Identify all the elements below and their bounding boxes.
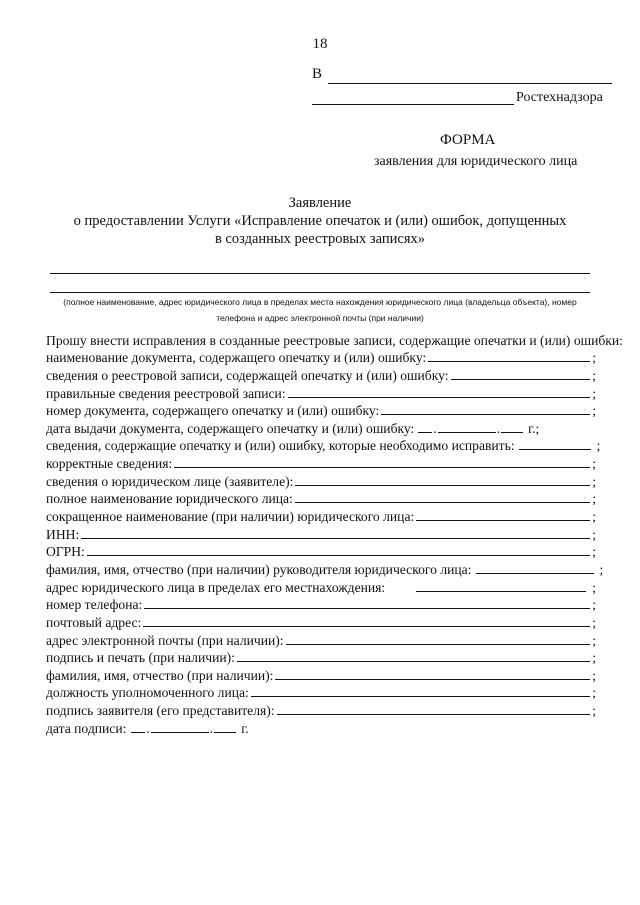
applicant-signature-row — [46, 701, 596, 719]
issue-year-field[interactable] — [501, 432, 523, 433]
applicant-signature-field[interactable] — [277, 714, 591, 715]
doc-name-field[interactable] — [428, 361, 590, 362]
head-name-label: фамилия, имя, отчество (при наличии) руководителя юридического лица: — [46, 561, 472, 577]
issue-date-label: дата выдачи документа, содержащего опечатку и (или) ошибку: — [46, 420, 415, 436]
doc-number-row — [46, 402, 596, 420]
correct-info-field[interactable] — [288, 397, 591, 398]
statement-heading — [0, 194, 640, 248]
error-info-label: сведения, содержащие опечатку и (или) ошибку, которые необходимо исправить: — [46, 438, 515, 454]
addressee-prefix: В — [312, 66, 323, 82]
registry-info-field[interactable] — [451, 379, 591, 380]
inn-field[interactable] — [81, 538, 590, 539]
ogrn-field[interactable] — [87, 555, 590, 556]
form-subtitle: заявления для юридического лица — [374, 154, 578, 169]
semicolon: ; — [592, 667, 596, 683]
signing-month-field[interactable] — [151, 732, 209, 733]
postal-address-label: почтовый адрес: — [46, 614, 142, 630]
short-name-label: сокращенное наименование (при наличии) юридического лица: — [46, 509, 415, 525]
addressee-organization: Ростехнадзора — [516, 90, 603, 105]
issue-date-row — [46, 419, 596, 437]
authorized-position-field[interactable] — [251, 696, 590, 697]
error-info-row — [46, 437, 601, 455]
semicolon: ; — [592, 385, 596, 401]
inn-label: ИНН: — [46, 526, 80, 542]
inn-row — [46, 525, 596, 543]
phone-label: номер телефона: — [46, 597, 143, 613]
authorized-position-label: должность уполномоченного лица: — [46, 685, 249, 701]
applicant-info-label: сведения о юридическом лице (заявителе): — [46, 473, 294, 489]
corrected-info-label: корректные сведения: — [46, 456, 173, 472]
correct-info-row — [46, 384, 596, 402]
semicolon: ; — [592, 650, 596, 666]
form-body — [46, 331, 623, 737]
postal-address-row — [46, 613, 596, 631]
signature-seal-row — [46, 649, 596, 667]
postal-address-field[interactable] — [143, 626, 590, 627]
addressee-org-line — [312, 88, 612, 108]
addressee-field[interactable] — [328, 83, 612, 84]
registry-info-row — [46, 366, 596, 384]
phone-row — [46, 596, 596, 614]
applicant-field-2[interactable] — [50, 292, 590, 293]
semicolon: ; — [592, 614, 596, 630]
semicolon: ; — [592, 367, 596, 383]
semicolon: ; — [592, 403, 596, 419]
semicolon: ; — [592, 473, 596, 489]
full-name-label: полное наименование юридического лица: — [46, 491, 293, 507]
request-text: Прошу внести исправления в созданные реестровые записи, содержащие опечатки и (или) ошибки: — [46, 332, 623, 348]
issue-year-suffix: г.; — [528, 420, 540, 436]
semicolon: ; — [592, 456, 596, 472]
dot: . — [209, 720, 214, 736]
applicant-field-1[interactable] — [50, 273, 590, 274]
short-name-row — [46, 507, 596, 525]
short-name-field[interactable] — [416, 520, 590, 521]
full-name-field[interactable] — [295, 502, 590, 503]
signing-date-label: дата подписи: — [46, 720, 127, 736]
applicant-caption-1: (полное наименование, адрес юридического лица в пределах места нахождения юридического лица (владельца объекта), номер — [63, 297, 577, 307]
signing-year-suffix: г. — [241, 720, 249, 736]
phone-field[interactable] — [144, 608, 590, 609]
statement-line-3: в созданных реестровых записях» — [214, 231, 426, 247]
semicolon: ; — [592, 703, 596, 719]
signing-date-row — [46, 719, 596, 737]
head-name-row — [46, 560, 604, 578]
dot: . — [496, 420, 501, 436]
legal-address-field[interactable] — [416, 591, 586, 592]
semicolon: ; — [592, 350, 596, 366]
addressee-line — [312, 66, 612, 86]
signing-year-field[interactable] — [214, 732, 236, 733]
doc-number-label: номер документа, содержащего опечатку и (или) ошибку: — [46, 403, 380, 419]
semicolon: ; — [592, 632, 596, 648]
registry-info-label: сведения о реестровой записи, содержащей опечатку и (или) ошибку: — [46, 367, 449, 383]
statement-title: Заявление — [288, 195, 352, 211]
head-name-field[interactable] — [476, 573, 594, 574]
ogrn-row — [46, 543, 596, 561]
dot: . — [146, 720, 150, 736]
semicolon: ; — [592, 544, 596, 560]
addressee-org-field[interactable] — [312, 104, 514, 105]
authorized-name-row — [46, 666, 596, 684]
semicolon: ; — [599, 561, 604, 577]
doc-name-row — [46, 349, 596, 367]
page-number: 18 — [312, 36, 328, 52]
applicant-info-row — [46, 472, 596, 490]
signature-seal-field[interactable] — [237, 661, 590, 662]
form-title: ФОРМА — [440, 132, 496, 148]
semicolon: ; — [596, 438, 601, 454]
email-row — [46, 631, 596, 649]
applicant-signature-label: подпись заявителя (его представителя): — [46, 703, 275, 719]
semicolon: ; — [592, 685, 596, 701]
email-label: адрес электронной почты (при наличии): — [46, 632, 284, 648]
authorized-name-label: фамилия, имя, отчество (при наличии): — [46, 667, 274, 683]
full-name-row — [46, 490, 596, 508]
signature-seal-label: подпись и печать (при наличии): — [46, 650, 235, 666]
authorized-position-row — [46, 684, 596, 702]
legal-address-row — [46, 578, 596, 596]
semicolon: ; — [592, 597, 596, 613]
authorized-name-field[interactable] — [275, 679, 590, 680]
correct-info-label: правильные сведения реестровой записи: — [46, 385, 286, 401]
issue-month-field[interactable] — [438, 432, 496, 433]
semicolon: ; — [592, 579, 596, 595]
error-info-field[interactable] — [519, 449, 591, 450]
semicolon: ; — [592, 509, 596, 525]
doc-number-field[interactable] — [381, 414, 590, 415]
ogrn-label: ОГРН: — [46, 544, 85, 560]
applicant-caption-2: телефона и адрес электронной почты (при наличии) — [216, 313, 424, 323]
email-field[interactable] — [286, 644, 591, 645]
corrected-info-row — [46, 454, 596, 472]
doc-name-label: наименование документа, содержащего опечатку и (или) ошибку: — [46, 350, 427, 366]
corrected-info-field[interactable] — [174, 467, 590, 468]
signing-day-field[interactable] — [131, 732, 145, 733]
semicolon: ; — [592, 526, 596, 542]
issue-day-field[interactable] — [418, 432, 432, 433]
legal-address-label: адрес юридического лица в пределах его местнахождения: — [46, 579, 386, 595]
request-text-row — [46, 331, 623, 349]
semicolon: ; — [592, 491, 596, 507]
dot: . — [433, 420, 437, 436]
statement-line-2: о предоставлении Услуги «Исправление опечаток и (или) ошибок, допущенных — [73, 213, 567, 229]
applicant-info-field[interactable] — [295, 485, 590, 486]
